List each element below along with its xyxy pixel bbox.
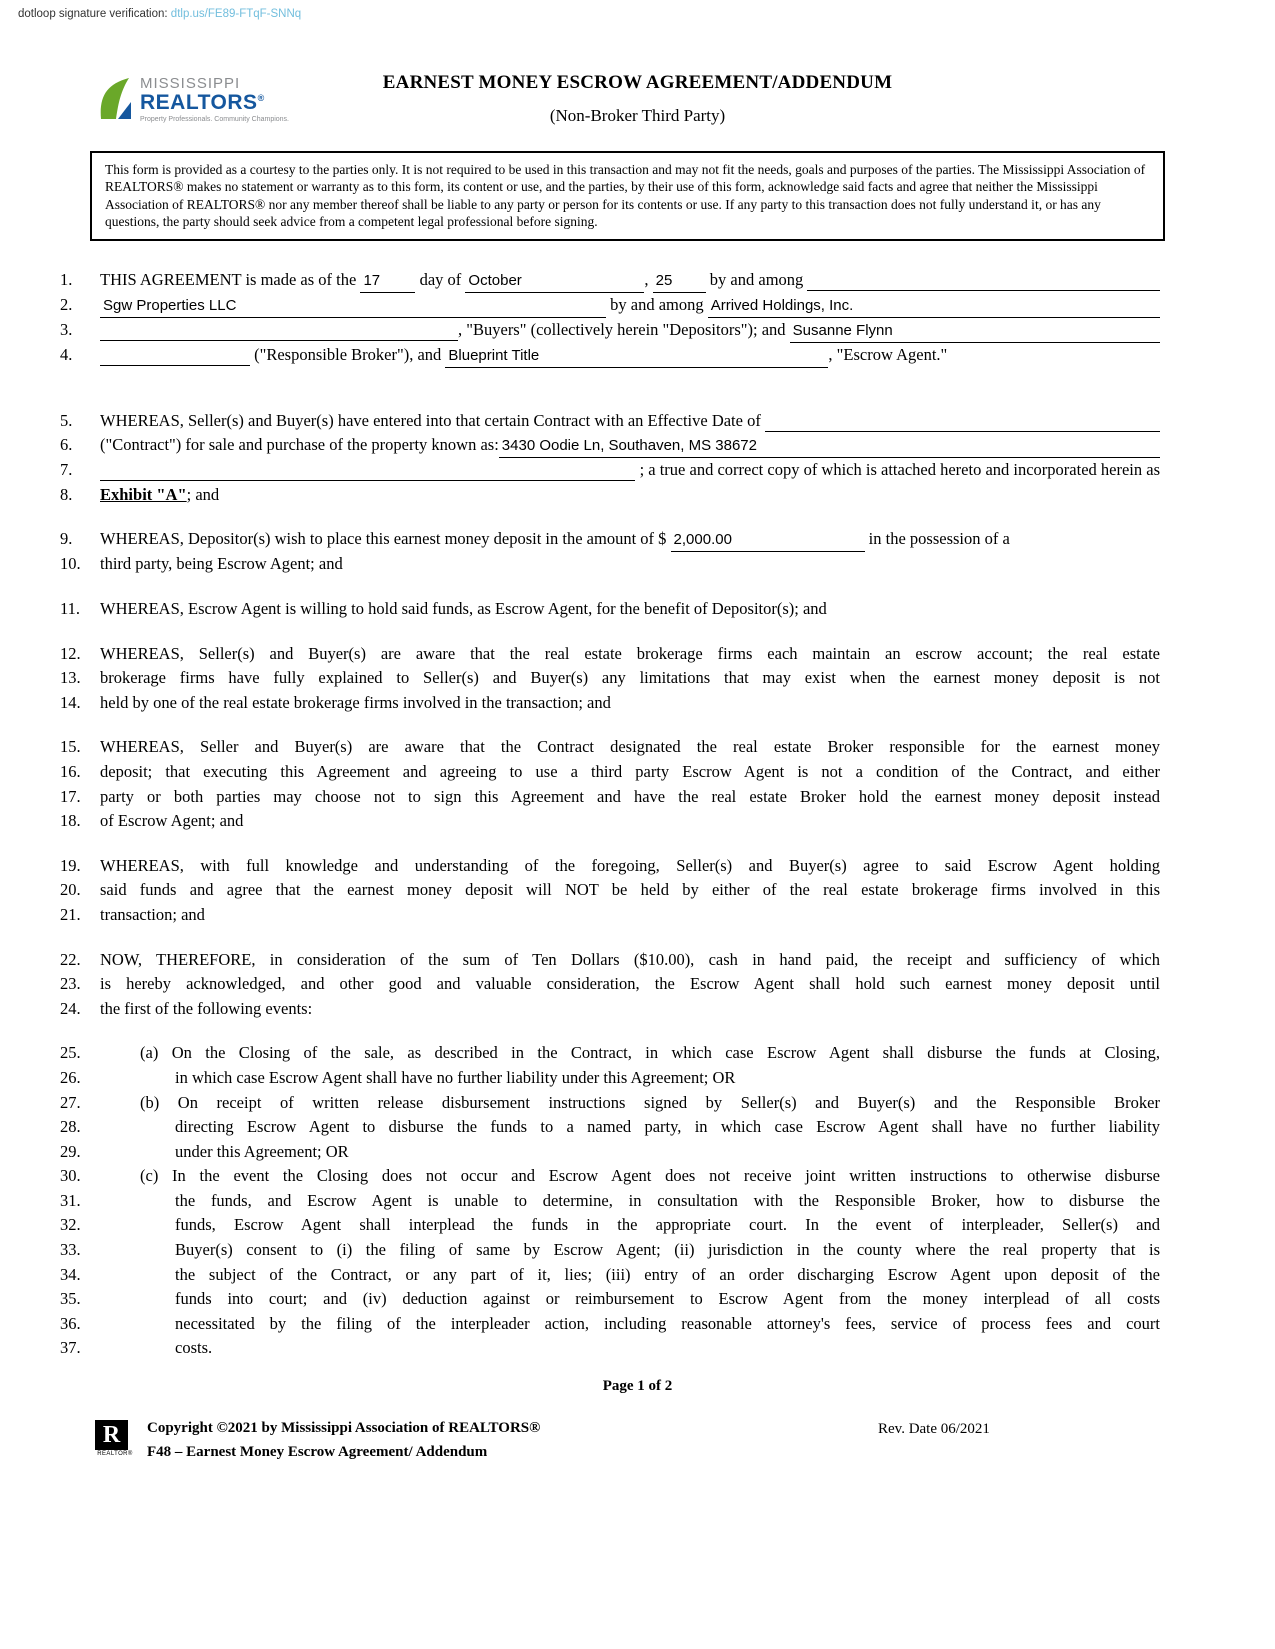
document-line	[60, 785, 1160, 810]
document-line	[60, 809, 1160, 834]
line-content: NOW, THEREFORE, in consideration of the sum of Ten Dollars ($10.00), cash in hand paid, the receipt and sufficiency of which	[100, 949, 1160, 969]
verification-bar	[18, 8, 301, 20]
document-line	[60, 642, 1160, 667]
line-content: the first of the following events:	[100, 998, 313, 1018]
document-line	[60, 318, 1160, 343]
line-content: brokerage firms have fully explained to Seller(s) and Buyer(s) any limitations that may exist when the earnest money deposit is not	[100, 668, 1160, 688]
document-line	[60, 1140, 1160, 1165]
line-text: by and among	[705, 269, 808, 289]
escrow-agent-field: Blueprint Title	[445, 346, 828, 368]
mississippi-realtors-logo-text	[140, 76, 289, 123]
property-address-blank	[100, 460, 635, 481]
line-content	[100, 318, 1160, 343]
line-content: WHEREAS, Seller(s) and Buyer(s) are aware that the real estate brokerage firms each maintain an escrow account; the real estate	[100, 643, 1160, 663]
line-text: ; and	[186, 484, 220, 504]
realtor-logo	[95, 1420, 135, 1457]
document-line	[60, 735, 1160, 760]
document-line	[60, 483, 1160, 508]
line-content: (b) On receipt of written release disbursement instructions signed by Seller(s) and Buyer(s) and the Responsible Broker	[140, 1092, 1160, 1112]
year-field: 25	[653, 271, 706, 293]
line-content: is hereby acknowledged, and other good and valuable consideration, the Escrow Agent shall hold such earnest money deposit until	[100, 974, 1160, 994]
logo-brand-bottom: REALTORS®	[140, 90, 265, 114]
line-content: of Escrow Agent; and	[100, 811, 244, 831]
document-line	[60, 433, 1160, 458]
line-number: 20.	[60, 880, 81, 900]
document-line	[60, 293, 1160, 318]
realtor-logo-label: REALTOR®	[97, 1451, 133, 1458]
footer-text-block	[147, 1420, 540, 1461]
line-content: the subject of the Contract, or any part of it, lies; (iii) entry of an order discharging Escrow Agent upon deposit of the	[175, 1264, 1160, 1284]
line-content	[100, 409, 1160, 434]
line-number: 4.	[60, 344, 73, 364]
line-number: 22.	[60, 949, 81, 969]
document-line	[60, 1287, 1160, 1312]
document-line	[60, 1041, 1160, 1066]
line-content: (a) On the Closing of the sale, as described in the Contract, in which case Escrow Agent shall disburse the funds at Closing,	[140, 1043, 1160, 1063]
document-line	[60, 1066, 1160, 1091]
month-field: October	[465, 271, 644, 293]
copyright-text: Copyright ©2021 by Mississippi Association of REALTORS®	[147, 1420, 541, 1437]
line-content: costs.	[175, 1338, 213, 1358]
broker-blank	[100, 345, 250, 366]
document-line	[60, 997, 1160, 1022]
line-content: deposit; that executing this Agreement and agreeing to use a third party Escrow Agent is not a condition of the Contract, and either	[100, 761, 1160, 781]
line-content: transaction; and	[100, 904, 205, 924]
line-number: 9.	[60, 529, 73, 549]
document-line	[60, 343, 1160, 368]
line-content: (c) In the event the Closing does not occur and Escrow Agent does not receive joint written instructions to otherwise disburse	[140, 1166, 1160, 1186]
line-number: 28.	[60, 1117, 81, 1137]
document-line	[60, 1115, 1160, 1140]
buyers-blank	[100, 320, 458, 341]
line-number: 15.	[60, 737, 81, 757]
line-number: 14.	[60, 692, 81, 712]
line-content	[100, 343, 1160, 368]
line-number: 36.	[60, 1313, 81, 1333]
document-body	[0, 268, 1275, 1361]
document-line	[60, 691, 1160, 716]
document-line	[60, 903, 1160, 928]
line-text: ; a true and correct copy of which is attached hereto and incorporated herein as	[635, 460, 1160, 480]
seller-name-field: Sgw Properties LLC	[100, 296, 606, 318]
line-number: 17.	[60, 786, 81, 806]
verification-link[interactable]: dtlp.us/FE89-FTqF-SNNq	[170, 8, 302, 20]
line-content: directing Escrow Agent to disburse the funds to a named party, in which case Escrow Agent shall have no further liability	[175, 1117, 1160, 1137]
document-line	[60, 458, 1160, 483]
line-text: , "Buyers" (collectively herein "Depositors"); and	[458, 319, 790, 339]
line-number: 23.	[60, 974, 81, 994]
document-line	[60, 1312, 1160, 1337]
line-text: by and among	[606, 294, 708, 314]
document-line	[60, 878, 1160, 903]
line-number: 6.	[60, 435, 73, 455]
document-line	[60, 268, 1160, 293]
line-content	[100, 483, 1160, 508]
line-content	[100, 268, 1160, 293]
line-number: 27.	[60, 1092, 81, 1112]
responsible-broker-field: Susanne Flynn	[790, 321, 1160, 343]
effective-date-blank	[765, 411, 1160, 432]
line-content: in which case Escrow Agent shall have no further liability under this Agreement; OR	[175, 1067, 736, 1087]
line-text: WHEREAS, Seller(s) and Buyer(s) have entered into that certain Contract with an Effective Date of	[100, 410, 765, 430]
line-number: 3.	[60, 319, 73, 339]
line-content	[100, 458, 1160, 483]
line-content	[100, 433, 1160, 458]
line-number: 24.	[60, 998, 81, 1018]
line-text: ("Contract") for sale and purchase of the property known as:	[100, 435, 499, 455]
line-number: 32.	[60, 1215, 81, 1235]
line-number: 13.	[60, 668, 81, 688]
document-line	[60, 597, 1160, 622]
document-line	[60, 972, 1160, 997]
document-line	[60, 1263, 1160, 1288]
buyer-name-field: Arrived Holdings, Inc.	[708, 296, 1160, 318]
logo-brand-top: MISSISSIPPI	[140, 75, 241, 92]
line-text: Exhibit "A"	[100, 484, 187, 504]
line-number: 37.	[60, 1338, 81, 1358]
document-line	[60, 1164, 1160, 1189]
line-number: 33.	[60, 1240, 81, 1260]
revision-date: Rev. Date 06/2021	[878, 1421, 990, 1438]
verification-label: dotloop signature verification:	[18, 8, 171, 20]
document-line	[60, 948, 1160, 973]
line-number: 26.	[60, 1067, 81, 1087]
line-content: third party, being Escrow Agent; and	[100, 554, 343, 574]
line-content: funds into court; and (iv) deduction against or reimbursement to Escrow Agent from the money interplead of all costs	[175, 1289, 1160, 1309]
document-line	[60, 854, 1160, 879]
line-number: 16.	[60, 761, 81, 781]
logo-tagline: Property Professionals. Community Champions.	[140, 115, 290, 123]
line-content	[100, 293, 1160, 318]
document-line	[60, 1213, 1160, 1238]
day-field: 17	[360, 271, 415, 293]
document-line	[60, 552, 1160, 577]
document-line	[60, 1091, 1160, 1116]
mississippi-realtors-logo	[95, 76, 289, 127]
document-line	[60, 527, 1160, 552]
line-content: said funds and agree that the earnest money deposit will NOT be held by either of the real estate brokerage firms involved in this	[100, 880, 1160, 900]
line-content: under this Agreement; OR	[175, 1141, 349, 1161]
line-number: 12.	[60, 643, 81, 663]
page-subtitle: (Non-Broker Third Party)	[549, 106, 726, 125]
document-line	[60, 1238, 1160, 1263]
line-number: 10.	[60, 554, 81, 574]
line-content: WHEREAS, Seller and Buyer(s) are aware that the Contract designated the real estate Broker responsible for the earnest money	[100, 737, 1160, 757]
line-text: THIS AGREEMENT is made as of the	[100, 269, 361, 289]
line-number: 21.	[60, 904, 81, 924]
line-number: 5.	[60, 410, 73, 430]
line-number: 19.	[60, 855, 81, 875]
line-number: 35.	[60, 1289, 81, 1309]
document-line	[60, 1336, 1160, 1361]
line-number: 8.	[60, 484, 73, 504]
line-content: necessitated by the filing of the interpleader action, including reasonable attorney's fees, service of process fees and court	[175, 1313, 1160, 1333]
form-number-text: F48 – Earnest Money Escrow Agreement/ Addendum	[147, 1444, 488, 1461]
registered-mark: ®	[257, 92, 265, 103]
line-number: 25.	[60, 1043, 81, 1063]
disclaimer-box: This form is provided as a courtesy to the parties only. It is not required to be used in this transaction and may not fit the needs, goals and purposes of the parties. The Mississippi Association of REALTORS® makes no statement or warranty as to this form, its content or use, and the parties, by their use of this form, acknowledge said facts and agree that neither the Mississippi Association of REALTORS® nor any member thereof shall be liable to any party or person for its contents or use. If any party to this transaction does not fully understand it, or has any questions, the party should seek advice from a competent legal professional before signing.	[90, 151, 1165, 241]
property-address-field: 3430 Oodie Ln, Southaven, MS 38672	[499, 436, 1160, 458]
line-text: WHEREAS, Depositor(s) wish to place this earnest money deposit in the amount of $	[100, 529, 671, 549]
realtor-logo-r-icon: R	[95, 1420, 128, 1450]
party-blank	[807, 270, 1160, 291]
line-text: in the possession of a	[864, 529, 1010, 549]
line-content: WHEREAS, Escrow Agent is willing to hold said funds, as Escrow Agent, for the benefit of Depositor(s); and	[100, 599, 827, 618]
line-number: 18.	[60, 811, 81, 831]
page-title: EARNEST MONEY ESCROW AGREEMENT/ADDENDUM	[382, 72, 893, 93]
line-content: party or both parties may choose not to sign this Agreement and have the real estate Broker hold the earnest money deposit instead	[100, 786, 1160, 806]
document-line	[60, 409, 1160, 434]
line-content	[100, 527, 1160, 552]
line-number: 34.	[60, 1264, 81, 1284]
line-number: 7.	[60, 460, 73, 480]
document-line	[60, 666, 1160, 691]
line-text: , "Escrow Agent."	[828, 344, 948, 364]
line-number: 11.	[60, 599, 81, 618]
line-number: 30.	[60, 1166, 81, 1186]
line-number: 29.	[60, 1141, 81, 1161]
line-text: ("Responsible Broker"), and	[250, 344, 446, 364]
line-number: 31.	[60, 1190, 81, 1210]
line-content: funds, Escrow Agent shall interplead the funds in the appropriate court. In the event of interpleader, Seller(s) and	[175, 1215, 1160, 1235]
line-content: WHEREAS, with full knowledge and understanding of the foregoing, Seller(s) and Buyer(s) agree to said Escrow Agent holding	[100, 855, 1160, 875]
line-number: 1.	[60, 269, 73, 289]
document-line	[60, 760, 1160, 785]
line-text: day of	[415, 269, 466, 289]
page-number: Page 1 of 2	[602, 1378, 673, 1395]
page-footer	[0, 1420, 1275, 1461]
deposit-amount-field: 2,000.00	[671, 530, 865, 552]
line-content: held by one of the real estate brokerage firms involved in the transaction; and	[100, 692, 611, 712]
line-content: Buyer(s) consent to (i) the filing of same by Escrow Agent; (ii) jurisdiction in the county where the real property that is	[175, 1240, 1160, 1260]
line-number: 2.	[60, 294, 73, 314]
line-text: ,	[644, 269, 653, 289]
document-line	[60, 1189, 1160, 1214]
line-content: the funds, and Escrow Agent is unable to determine, in consultation with the Responsible Broker, how to disburse the	[175, 1190, 1160, 1210]
mississippi-realtors-logo-icon	[95, 76, 133, 127]
